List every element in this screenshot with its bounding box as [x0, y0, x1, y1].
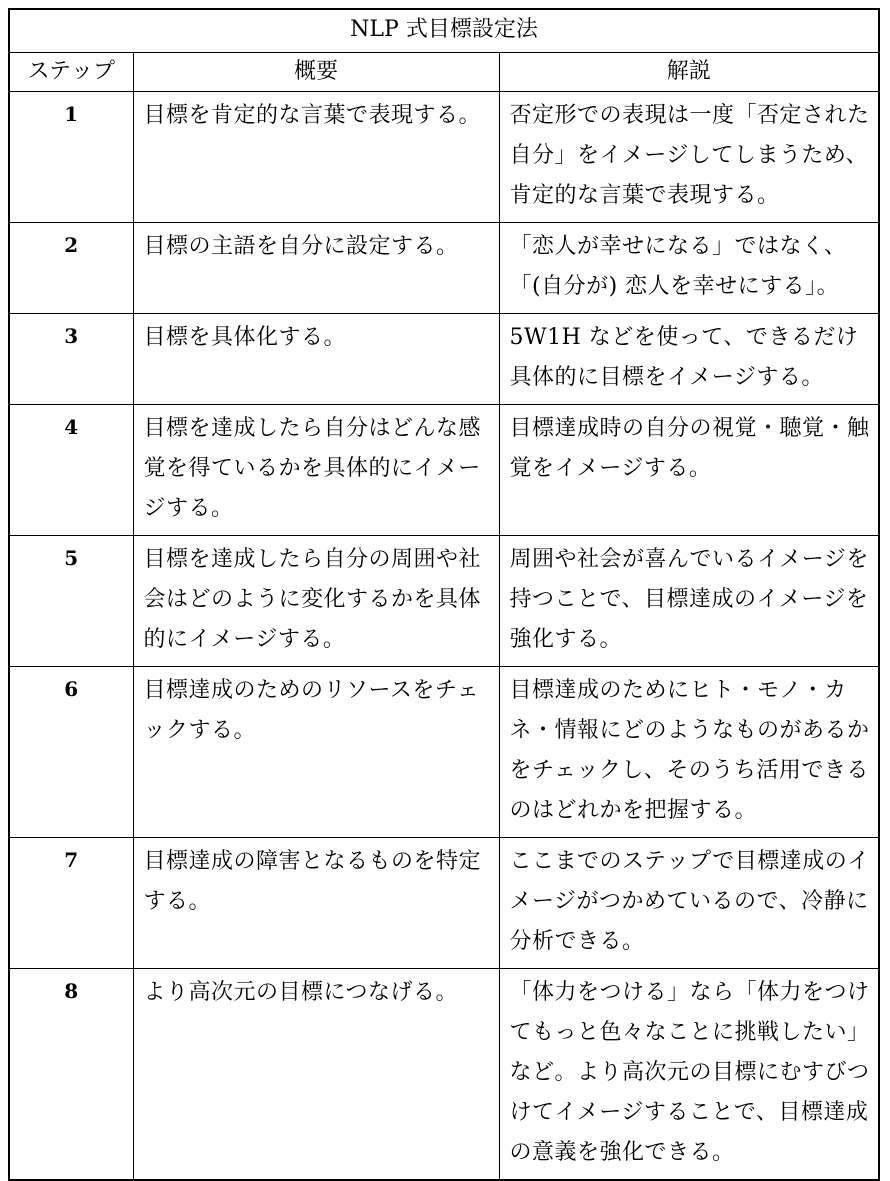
summary-cell: 目標を達成したら自分の周囲や社会はどのように変化するかを具体的にイメージする。 [133, 536, 499, 667]
table-title: NLP 式目標設定法 [9, 9, 879, 53]
table-row [9, 969, 879, 1181]
step-number: 3 [9, 314, 133, 405]
step-number: 5 [9, 536, 133, 667]
header-row [9, 53, 879, 92]
step-number: 8 [9, 969, 133, 1181]
table-row [9, 838, 879, 969]
header-summary: 概要 [133, 53, 499, 92]
explanation-cell: 否定形での表現は一度「否定された自分」をイメージしてしまうため、肯定的な言葉で表現する。 [499, 92, 879, 223]
table-row [9, 667, 879, 838]
step-number: 4 [9, 405, 133, 536]
step-number: 2 [9, 223, 133, 314]
explanation-cell: 「恋人が幸せになる」ではなく、「(自分が) 恋人を幸せにする」。 [499, 223, 879, 314]
explanation-cell: 目標達成のためにヒト・モノ・カネ・情報にどのようなものがあるかをチェックし、そのうち活用できるのはどれかを把握する。 [499, 667, 879, 838]
header-step: ステップ [9, 53, 133, 92]
table-row [9, 223, 879, 314]
summary-cell: 目標達成の障害となるものを特定する。 [133, 838, 499, 969]
table-row [9, 92, 879, 223]
explanation-cell: ここまでのステップで目標達成のイメージがつかめているので、冷静に分析できる。 [499, 838, 879, 969]
table-row [9, 314, 879, 405]
step-number: 1 [9, 92, 133, 223]
explanation-cell: 「体力をつける」なら「体力をつけてもっと色々なことに挑戦したい」など。より高次元の目標にむすびつけてイメージすることで、目標達成の意義を強化できる。 [499, 969, 879, 1181]
explanation-cell: 5W1H などを使って、できるだけ具体的に目標をイメージする。 [499, 314, 879, 405]
title-row [9, 9, 879, 53]
table-row [9, 536, 879, 667]
summary-cell: より高次元の目標につなげる。 [133, 969, 499, 1181]
header-explanation: 解説 [499, 53, 879, 92]
step-number: 7 [9, 838, 133, 969]
summary-cell: 目標を肯定的な言葉で表現する。 [133, 92, 499, 223]
summary-cell: 目標達成のためのリソースをチェックする。 [133, 667, 499, 838]
explanation-cell: 周囲や社会が喜んでいるイメージを持つことで、目標達成のイメージを強化する。 [499, 536, 879, 667]
explanation-cell: 目標達成時の自分の視覚・聴覚・触覚をイメージする。 [499, 405, 879, 536]
summary-cell: 目標を具体化する。 [133, 314, 499, 405]
nlp-goal-table [8, 8, 880, 1181]
summary-cell: 目標の主語を自分に設定する。 [133, 223, 499, 314]
summary-cell: 目標を達成したら自分はどんな感覚を得ているかを具体的にイメージする。 [133, 405, 499, 536]
table-row [9, 405, 879, 536]
step-number: 6 [9, 667, 133, 838]
document [8, 8, 878, 1181]
